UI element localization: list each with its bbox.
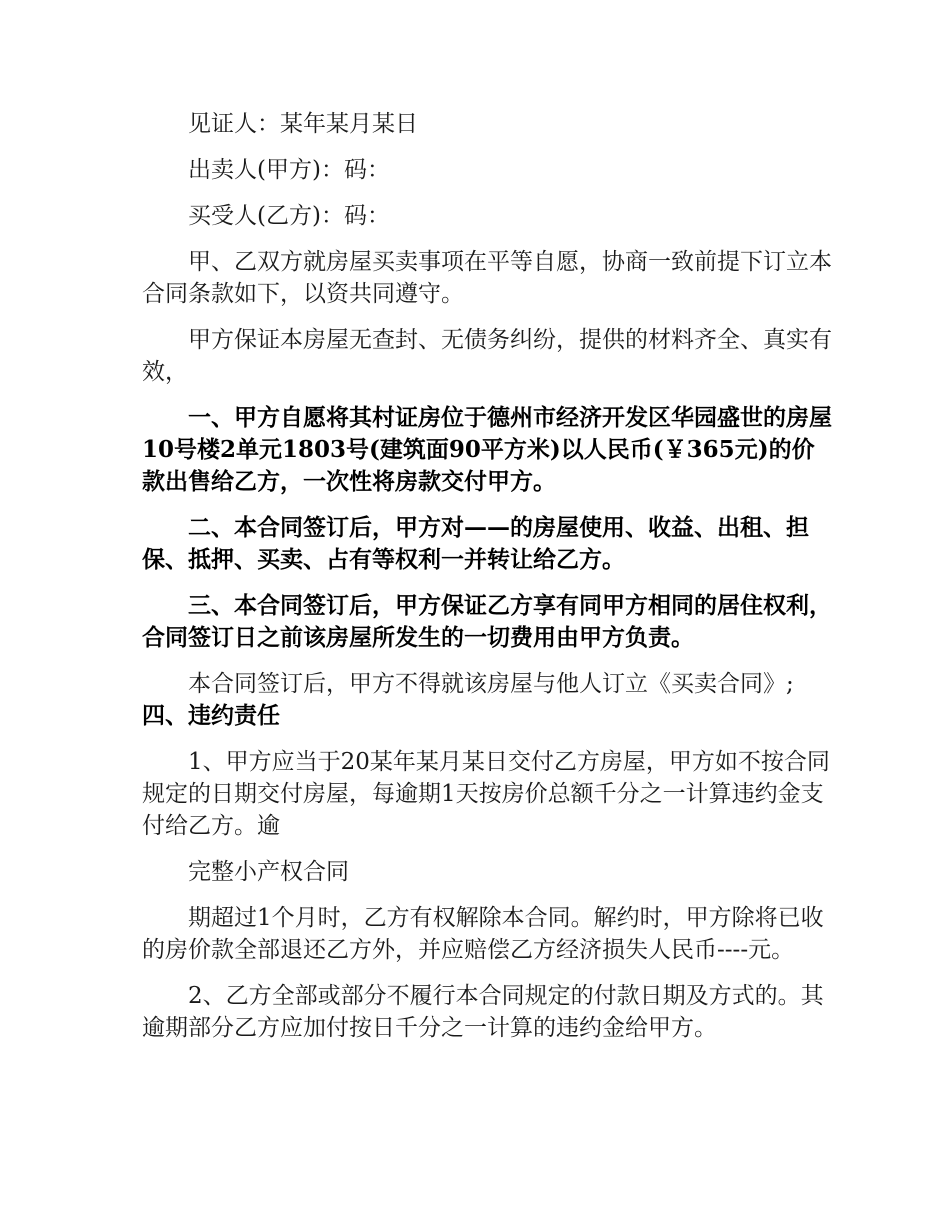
liability-item-one: 1、甲方应当于20某年某月某日交付乙方房屋，甲方如不按合同规定的日期交付房屋，每逾期1天按房价总额千分之一计算违约金支付给乙方。逾 <box>142 749 830 839</box>
preamble-paragraph: 甲、乙双方就房屋买卖事项在平等自愿，协商一致前提下订立本合同条款如下，以资共同遵守。 <box>142 249 832 307</box>
guarantee-paragraph: 甲方保证本房屋无查封、无债务纠纷，提供的材料齐全、真实有效， <box>142 327 832 385</box>
restriction-text: 本合同签订后，甲方不得就该房屋与他人订立《买卖合同》; <box>188 671 794 697</box>
witness-line: 见证人：某年某月某日 <box>188 111 418 137</box>
document-body <box>142 108 832 1058</box>
clause-two-paragraph: 二、本合同签订后，甲方对——的房屋使用、收益、出租、担保、抵押、买卖、占有等权利一并转让给乙方。 <box>142 514 809 573</box>
liability-item-two: 2、乙方全部或部分不履行本合同规定的付款日期及方式的。其逾期部分乙方应加付按日千分之一计算的违约金给甲方。 <box>142 983 824 1041</box>
clause-one-paragraph: 一、甲方自愿将其村证房位于德州市经济开发区华园盛世的房屋10号楼2单元1803号(建筑面90平方米)以人民币(￥365元)的价款出售给乙方，一次性将房款交付甲方。 <box>142 404 832 495</box>
seller-line: 出卖人(甲方)：码： <box>188 157 390 183</box>
liability-item-one-continued: 期超过1个月时，乙方有权解除本合同。解约时，甲方除将已收的房价款全部退还乙方外，并应赔偿乙方经济损失人民币----元。 <box>142 905 824 963</box>
clause-three-paragraph: 三、本合同签订后，甲方保证乙方享有同甲方相同的居住权利，合同签订日之前该房屋所发生的一切费用由甲方负责。 <box>142 592 832 651</box>
watermark-line: 完整小产权合同 <box>188 859 349 885</box>
restriction-paragraph <box>142 668 832 732</box>
buyer-line: 买受人(乙方)：码： <box>188 203 390 229</box>
section-four-heading: 四、违约责任 <box>142 702 280 729</box>
